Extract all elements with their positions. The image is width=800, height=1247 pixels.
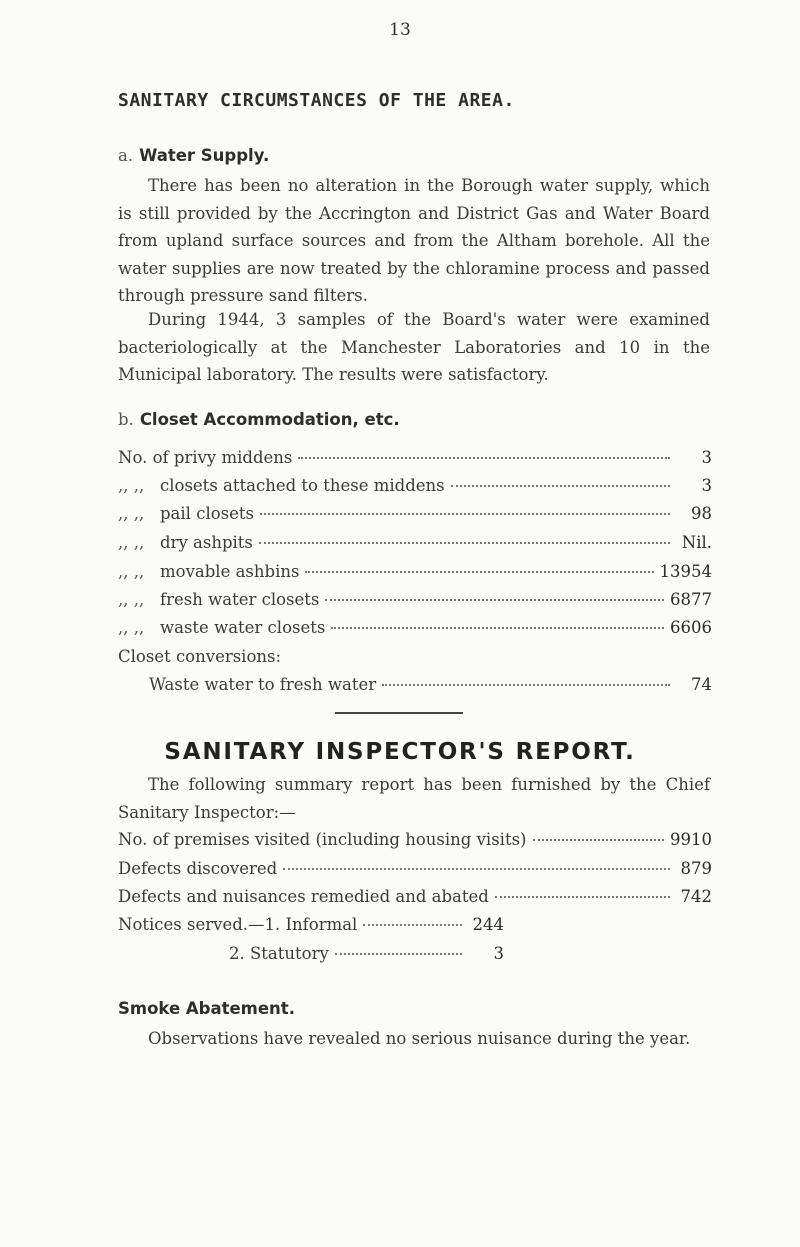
leader-dots xyxy=(363,924,462,926)
row-value: Nil. xyxy=(681,533,712,552)
section-b-heading xyxy=(118,410,400,429)
leader-dots xyxy=(259,542,670,544)
table-row xyxy=(118,476,712,504)
row-label: No. of privy middens xyxy=(118,448,293,467)
leader-dots xyxy=(298,457,670,459)
table-row xyxy=(118,887,712,915)
table-row xyxy=(118,562,712,590)
inspector-intro-text: The following summary report has been furnished by the Chief Sanitary Inspector:— xyxy=(118,775,710,822)
ditto-marks: ,, ,, xyxy=(118,504,145,523)
ditto-marks: ,, ,, xyxy=(118,590,145,609)
table-row xyxy=(118,533,712,561)
row-label: movable ashbins xyxy=(160,562,300,581)
page-number: 13 xyxy=(389,20,411,40)
main-heading: SANITARY CIRCUMSTANCES OF THE AREA. xyxy=(118,90,515,111)
row-label: No. of premises visited (including housing visits) xyxy=(118,830,527,849)
row-label: Defects and nuisances remedied and abated xyxy=(118,887,489,906)
row-value: 6877 xyxy=(670,590,712,609)
water-supply-text-2: During 1944, 3 samples of the Board's water were examined bacteriologically at the Manchester Laboratories and 10 in the Municipal laboratory. The results were satisfactory. xyxy=(118,310,710,384)
water-supply-paragraph-2 xyxy=(118,306,710,389)
leader-dots xyxy=(305,571,653,573)
ditto-marks: ,, ,, xyxy=(118,533,145,552)
row-label: dry ashpits xyxy=(160,533,253,552)
row-value: 879 xyxy=(680,859,712,878)
row-value: 3 xyxy=(701,476,712,495)
section-a-label: a. xyxy=(118,146,134,165)
table-row xyxy=(118,830,712,858)
leader-dots xyxy=(331,627,664,629)
leader-dots xyxy=(260,513,670,515)
notices-row-informal xyxy=(118,915,504,943)
inspector-intro-paragraph xyxy=(118,771,710,826)
section-b-label: b. xyxy=(118,410,134,429)
row-label: fresh water closets xyxy=(160,590,320,609)
closet-conversions-label: Closet conversions: xyxy=(118,647,282,666)
row-label: pail closets xyxy=(160,504,254,523)
row-value: 9910 xyxy=(670,830,712,849)
ditto-marks: ,, ,, xyxy=(118,562,145,581)
leader-dots xyxy=(283,868,670,870)
row-label: Waste water to fresh water xyxy=(149,675,377,694)
leader-dots xyxy=(325,599,664,601)
row-value: 3 xyxy=(493,944,504,963)
row-value: 6606 xyxy=(670,618,712,637)
row-value: 98 xyxy=(691,504,712,523)
table-row xyxy=(149,675,712,703)
row-label: closets attached to these middens xyxy=(160,476,445,495)
closet-conversions-label-row xyxy=(118,647,712,675)
ditto-marks: ,, ,, xyxy=(118,618,145,637)
leader-dots xyxy=(495,896,670,898)
leader-dots xyxy=(335,953,462,955)
row-value: 3 xyxy=(701,448,712,467)
leader-dots xyxy=(451,485,670,487)
section-a-title: Water Supply. xyxy=(139,146,270,165)
smoke-abatement-heading: Smoke Abatement. xyxy=(118,999,295,1018)
smoke-abatement-paragraph xyxy=(118,1025,710,1053)
section-a-heading xyxy=(118,146,269,165)
water-supply-paragraph-1 xyxy=(118,172,710,310)
table-row xyxy=(118,590,712,618)
row-label: 1. Informal xyxy=(264,915,358,934)
row-label: 2. Statutory xyxy=(229,944,329,963)
table-row xyxy=(118,448,712,476)
water-supply-text-1: There has been no alteration in the Borough water supply, which is still provided by the Accrington and District Gas and Water Board from upland surface sources and from the Altham borehole. All the water supplies are now treated by the chloramine process and passed through pressure sand filters. xyxy=(118,176,710,305)
section-b-title: Closet Accommodation, etc. xyxy=(139,410,400,429)
row-value: 13954 xyxy=(659,562,712,581)
smoke-abatement-text: Observations have revealed no serious nuisance during the year. xyxy=(148,1029,691,1048)
row-label: waste water closets xyxy=(160,618,326,637)
leader-dots xyxy=(533,839,665,841)
inspector-report-heading: SANITARY INSPECTOR'S REPORT. xyxy=(164,739,636,765)
table-row xyxy=(118,504,712,532)
section-divider xyxy=(335,712,463,714)
notices-row-statutory xyxy=(229,944,504,972)
row-value: 244 xyxy=(472,915,504,934)
table-row xyxy=(118,618,712,646)
table-row xyxy=(118,859,712,887)
row-label: Defects discovered xyxy=(118,859,278,878)
ditto-marks: ,, ,, xyxy=(118,476,145,495)
leader-dots xyxy=(382,684,670,686)
row-value: 74 xyxy=(691,675,712,694)
row-value: 742 xyxy=(680,887,712,906)
notices-prefix: Notices served.— xyxy=(118,915,265,934)
